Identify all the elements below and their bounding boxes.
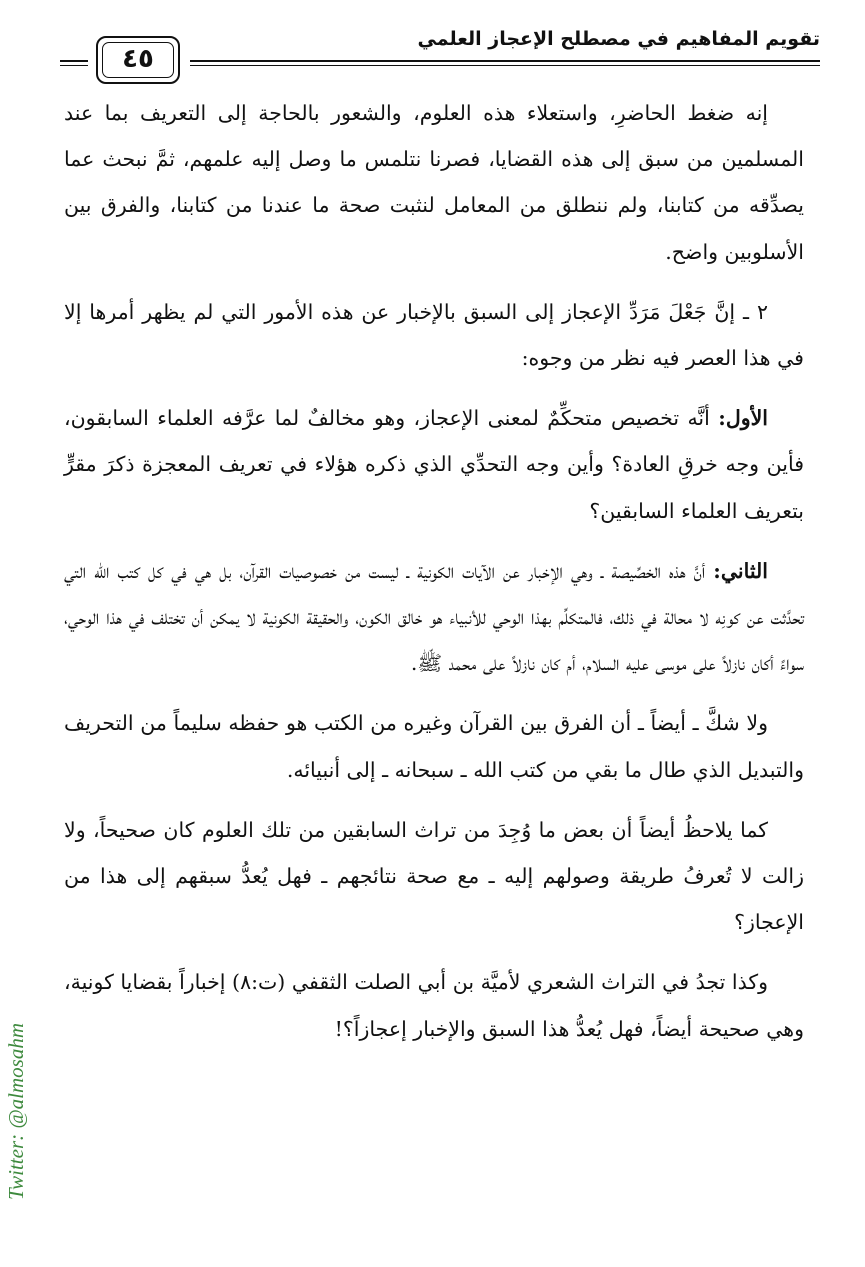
paragraph-text: وكذا تجدُ في التراث الشعري لأميَّة بن أبي الصلت الثقفي (ت:٨) إخباراً بقضايا كونية، وهي صحيحة أيضاً، فهل يُعدُّ هذا السبق والإخبار إعجازاً؟!	[64, 970, 804, 1041]
paragraph-text: إنه ضغط الحاضرِ، واستعلاء هذه العلوم، والشعور بالحاجة إلى التعريف بما عند المسلمين من سبق إلى هذه القضايا، فصرنا نتلمس ما وصل إليه علمهم، ثمَّ نبحث عما يصدِّقه من كتابنا، ولم ننطلق من المعامل لنثبت صحة ما عندنا من كتابنا، والفرق بين الأسلوبين واضح.	[64, 101, 804, 264]
paragraph	[64, 959, 804, 1051]
paragraph-text: ٢ ـ إنَّ جَعْلَ مَرَدِّ الإعجاز إلى السبق بالإخبار عن هذه الأمور التي لم يظهر أمرها إلا في هذا العصر فيه نظر من وجوه:	[64, 299, 804, 371]
watermark-text: Twitter: @almosahm	[4, 1022, 28, 1200]
paragraph	[64, 90, 804, 275]
page-number: ٤٥	[122, 44, 154, 74]
running-title: تقويم المفاهيم في مصطلح الإعجاز العلمي	[417, 28, 820, 50]
paragraph-text: ولا شكَّ ـ أيضاً ـ أن الفرق بين القرآن وغيره من الكتب هو حفظه سليماً من التحريف والتبديل الذي طال ما بقي من كتب الله ـ سبحانه ـ إلى أنبيائه.	[64, 711, 804, 782]
paragraph	[64, 289, 804, 381]
page-header	[60, 18, 820, 88]
paragraph-text: أنَّ هذه الخصِّيصة ـ وهي الإخبار عن الآيات الكونية ـ ليست من خصوصيات القرآن، بل هي في كل كتب الله التي تحدَّثت عن كونِه لا محالة في ذلك، فالمتكلِّم بهذا الوحي للأنبياء هو خالق الكون، والحقيقة الكونية لا يمكن أن تختلف في هذا الوحي، سواءً أكان نازلاً على موسى عليه السلام، أم كان نازلاً على محمد ﷺ.	[64, 558, 804, 676]
paragraph	[64, 395, 804, 534]
paragraph-text: كما يلاحظُ أيضاً أن بعض ما وُجِدَ من تراث السابقين من تلك العلوم كان صحيحاً، ولا زالت لا تُعرفُ طريقة وصولهم إليه ـ مع صحة نتائجهم ـ فهل يُعدُّ سبقهم إلى هذا من الإعجاز؟	[64, 817, 804, 935]
page-number-frame	[96, 36, 180, 84]
header-rule-left	[60, 60, 88, 66]
paragraph-text: أنَّه تخصيص متحكِّمٌ لمعنى الإعجاز، وهو مخالفٌ لما عرَّفه العلماء السابقون، فأين وجه خرقِ العادة؟ وأين وجه التحدِّي الذي ذكره هؤلاء في تعريف المعجزة ذكرَ مقرٍّ بتعريف العلماء السابقين؟	[64, 406, 804, 523]
header-rule	[190, 60, 820, 66]
body-text	[64, 90, 804, 1066]
paragraph-lead: الثاني:	[713, 558, 768, 583]
paragraph	[64, 548, 804, 687]
paragraph	[64, 807, 804, 946]
paragraph-lead: الأول:	[718, 406, 768, 431]
paragraph	[64, 700, 804, 792]
